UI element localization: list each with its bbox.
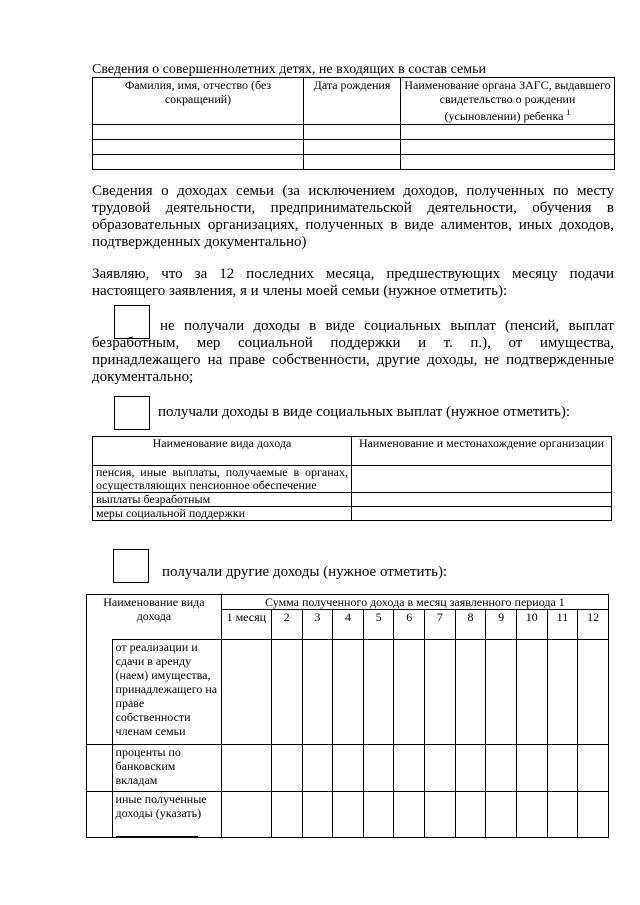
month-2: 2 xyxy=(271,610,302,640)
section-children-title: Сведения о совершеннолетних детях, не входящих в состав семьи xyxy=(92,62,486,77)
month-7: 7 xyxy=(425,610,456,640)
header-income-type: Наименование вида дохода xyxy=(93,437,352,466)
table-row xyxy=(93,466,612,493)
row-bank-interest: проценты по банковским вкладам xyxy=(112,745,221,792)
option-social-payments-text: получали доходы в виде социальных выплат (нужное отметить): xyxy=(158,404,570,420)
row-unemployment: выплаты безработным xyxy=(93,493,352,507)
declaration-text: Заявляю, что за 12 последних месяца, предшествующих месяцу подачи настоящего заявления, я и члены моей семьи (нужное отметить): xyxy=(92,266,614,299)
table-row xyxy=(93,140,615,155)
month-12: 12 xyxy=(578,610,609,640)
checkbox-other-income[interactable] xyxy=(113,549,149,583)
month-11: 11 xyxy=(547,610,578,640)
month-10: 10 xyxy=(516,610,547,640)
month-1: 1 месяц xyxy=(221,610,271,640)
option-no-income-text: не получали доходы в виде социальных выплат (пенсий, выплат безработным, мер социальной поддержки и т. п.), от имущества, принадлежащего на праве собственности, другие доходы, не подтвержденные документально; xyxy=(92,318,614,385)
header-birth-date: Дата рождения xyxy=(304,78,401,125)
row-pension: пенсия, иные выплаты, получаемые в органах, осуществляющих пенсионное обеспечение xyxy=(93,466,352,493)
income-section-intro: Сведения о доходах семьи (за исключением доходов, полученных по месту трудовой деятельности, предпринимательской деятельности, обучения в образовательных организациях, полученных в виде алиментов, иных доходов, подтвержденных документально) xyxy=(92,183,614,250)
month-9: 9 xyxy=(486,610,517,640)
table-row xyxy=(93,155,615,170)
header-full-name: Фамилия, имя, отчество (без сокращений) xyxy=(93,78,304,125)
row-other-income: иные полученные доходы (указать) xyxy=(112,792,221,838)
children-table xyxy=(92,77,615,170)
header-registry-office: Наименование органа ЗАГС, выдавшего свидетельство о рождении (усыновлении) ребенка $^1$ xyxy=(401,78,615,125)
table-row xyxy=(93,125,615,140)
option-other-income-text: получали другие доходы (нужное отметить): xyxy=(162,564,448,580)
table-row xyxy=(87,745,609,792)
row-property-income: от реализации и сдачи в аренду (наем) имущества, принадлежащего на праве собственности членам семьи xyxy=(112,640,221,745)
table-row xyxy=(87,792,609,838)
table-row xyxy=(93,507,612,521)
month-5: 5 xyxy=(363,610,394,640)
month-4: 4 xyxy=(333,610,364,640)
checkbox-social-payments[interactable] xyxy=(114,396,150,430)
header-organization: Наименование и местонахождение организации xyxy=(352,437,612,466)
specify-blank-line[interactable] xyxy=(116,824,198,837)
footnote-mark: 1 xyxy=(566,108,571,117)
table-row xyxy=(87,640,609,745)
month-6: 6 xyxy=(394,610,425,640)
header-income-sum: Сумма полученного дохода в месяц заявленного периода 1 xyxy=(221,595,608,610)
row-social-support: меры социальной поддержки xyxy=(93,507,352,521)
social-payments-table xyxy=(92,436,612,521)
table-row xyxy=(93,493,612,507)
month-8: 8 xyxy=(455,610,486,640)
month-3: 3 xyxy=(302,610,333,640)
other-income-table xyxy=(86,594,609,838)
header-income-type: Наименование вида дохода xyxy=(87,595,222,640)
